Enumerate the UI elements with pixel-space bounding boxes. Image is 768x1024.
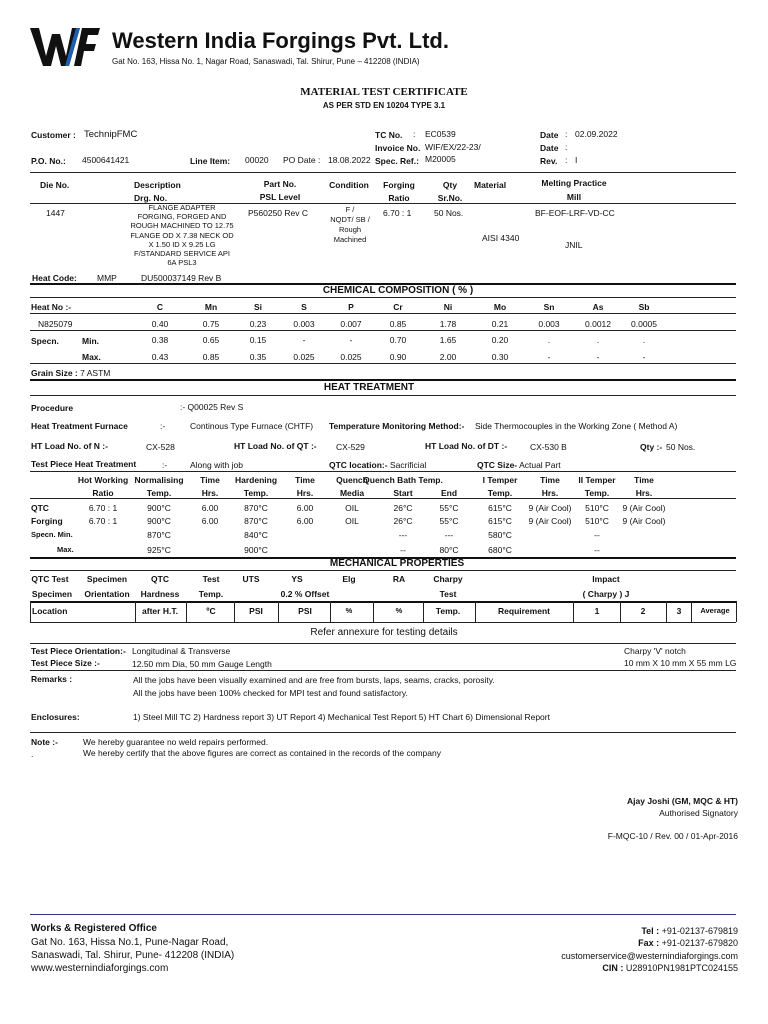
ht-cell-0-5: OIL — [345, 503, 359, 513]
ht-cell-1-0: 6.70 : 1 — [88, 516, 118, 526]
testpiece-value: Along with job — [190, 460, 243, 470]
ht-cell-2-8: 580°C — [488, 530, 512, 540]
po-label: P.O. No.: — [31, 156, 66, 166]
chem-actual-3: 0.003 — [293, 319, 315, 329]
drg-no: DU500037149 Rev B — [141, 273, 222, 283]
invoice-label: Invoice No. — [375, 143, 421, 153]
ht-cell-0-9: 9 (Air Cool) — [528, 503, 572, 513]
h-qty: Qty — [442, 180, 458, 190]
ht-qty-value: 50 Nos. — [666, 442, 696, 452]
note-label: Note :- — [31, 737, 58, 747]
enclosures-label: Enclosures: — [31, 712, 80, 722]
ht-cell-2-6: --- — [398, 530, 408, 540]
tempmon-label: Temperature Monitoring Method:- — [329, 421, 465, 431]
ht-cell-0-3: 870°C — [244, 503, 268, 513]
ht-cell-0-4: 6.00 — [296, 503, 314, 513]
ht-head2-2: Hrs. — [201, 488, 219, 498]
ht-cell-1-7: 55°C — [439, 516, 459, 526]
mech-h2-6: ( Charpy ) J — [582, 589, 630, 599]
company-logo — [30, 26, 100, 68]
die-no: 1447 — [46, 208, 65, 218]
fax: Fax : +91-02137-679820 — [638, 938, 738, 948]
ht-head1-10: II Temper — [578, 475, 616, 485]
ht-cell-1-5: OIL — [345, 516, 359, 526]
chem-min-5: 0.70 — [389, 335, 407, 345]
chem-min-8: . — [547, 335, 551, 345]
chem-element-10: Sb — [638, 302, 650, 312]
ht-head2-4: Hrs. — [296, 488, 314, 498]
email-link[interactable]: customerservice@westernindiaforgings.com — [561, 951, 738, 961]
ht-cell-0-1: 900°C — [147, 503, 171, 513]
chem-max-1: 0.85 — [202, 352, 220, 362]
ht-head1-11: Time — [634, 475, 654, 485]
h-mill: Mill — [566, 192, 582, 202]
chem-min-9: . — [596, 335, 600, 345]
ht-cell-1-3: 870°C — [244, 516, 268, 526]
mech-h3-6: % — [395, 606, 403, 615]
chem-heat-label: Heat No :- — [31, 302, 72, 312]
specn-label: Specn. — [31, 336, 59, 346]
po-value: 4500641421 — [82, 155, 130, 165]
chem-min-0: 0.38 — [151, 335, 169, 345]
size-label: Test Piece Size :- — [31, 658, 100, 668]
charpy-size: 10 mm X 10 mm X 55 mm LG — [624, 658, 737, 668]
mech-h1-2: QTC — [151, 574, 169, 584]
chem-min-4: - — [349, 335, 353, 345]
po-date-value: 18.08.2022 — [328, 155, 371, 165]
company-name: Western India Forgings Pvt. Ltd. — [112, 28, 449, 53]
date2-colon: : — [565, 142, 568, 152]
ht-head1-9: Time — [540, 475, 560, 485]
h-drg: Drg. No. — [134, 193, 168, 203]
ht-head1-8: I Temper — [482, 475, 518, 485]
date-label: Date — [540, 130, 559, 140]
chem-actual-1: 0.75 — [202, 319, 220, 329]
note-1: We hereby guarantee no weld repairs performed. — [83, 737, 269, 747]
chem-min-7: 0.20 — [491, 335, 509, 345]
ht-head1-3: Hardening — [234, 475, 278, 485]
ht-row-label-0: QTC — [31, 503, 49, 513]
h-ratio: Ratio — [388, 193, 410, 203]
date2-label: Date — [540, 143, 559, 153]
ht-head2-9: Hrs. — [541, 488, 559, 498]
mech-h3-0: Location — [32, 606, 68, 616]
orientation-label: Test Piece Orientation:- — [31, 646, 126, 656]
ht-cell-2-1: 870°C — [147, 530, 171, 540]
part-no: P560250 Rev C — [248, 208, 309, 218]
company-address: Gat No. 163, Hissa No. 1, Nagar Road, Sanaswadi, Tal. Shirur, Pune – 412208 (INDIA) — [112, 57, 420, 66]
ht-cell-2-3: 840°C — [244, 530, 268, 540]
ht-cell-0-2: 6.00 — [201, 503, 219, 513]
chem-actual-9: 0.0012 — [585, 319, 611, 329]
heat-code-value: MMP — [97, 273, 117, 283]
rev-value: I — [575, 155, 578, 165]
signatory-role: Authorised Signatory — [659, 808, 738, 818]
ht-cell-2-10: -- — [594, 530, 600, 540]
material: AISI 4340 — [482, 233, 520, 243]
spec-ref-label: Spec. Ref.: — [375, 156, 419, 166]
ht-cell-1-6: 26°C — [393, 516, 413, 526]
chem-max-8: - — [547, 352, 551, 362]
ht-cell-1-1: 900°C — [147, 516, 171, 526]
mech-h3-11: 3 — [676, 606, 682, 616]
remarks-label: Remarks : — [31, 674, 73, 684]
invoice-value: WIF/EX/22-23/ — [425, 142, 481, 152]
description: FLANGE ADAPTER FORGING, FORGED AND ROUGH MACHINED TO 12.75 FLANGE OD X 7.38 NECK OD X 1.50 ID X 9.25 LG F/STANDARD SERVICE API 6A PSL3 — [130, 203, 234, 268]
chem-max-6: 2.00 — [439, 352, 457, 362]
chem-element-1: Mn — [204, 302, 218, 312]
min-label: Min. — [82, 336, 99, 346]
forging-ratio: 6.70 : 1 — [383, 208, 412, 218]
max-label: Max. — [82, 352, 101, 362]
chem-min-6: 1.65 — [439, 335, 457, 345]
ht-cell-1-9: 9 (Air Cool) — [528, 516, 572, 526]
ht-cell-1-11: 9 (Air Cool) — [622, 516, 666, 526]
ht-cell-0-8: 615°C — [488, 503, 512, 513]
chem-actual-10: 0.0005 — [631, 319, 657, 329]
ht-cell-3-1: 925°C — [147, 545, 171, 555]
qty: 50 Nos. — [434, 208, 464, 218]
loadn-label: HT Load No. of N :- — [31, 441, 108, 451]
procedure-label: Procedure — [31, 403, 74, 413]
customer-value: TechnipFMC — [84, 129, 138, 140]
procedure-value: :- Q00025 Rev S — [180, 402, 244, 412]
remark-1: All the jobs have been visually examined and are free from bursts, laps, seams, cracks, porosity. — [133, 675, 495, 685]
ht-cell-3-3: 900°C — [244, 545, 268, 555]
mill: JNIL — [565, 240, 583, 250]
chem-actual-2: 0.23 — [249, 319, 267, 329]
loadn-value: CX-528 — [146, 442, 175, 452]
grain-size: Grain Size : 7 ASTM — [31, 368, 111, 378]
customer-label: Customer : — [31, 130, 76, 140]
chem-title: CHEMICAL COMPOSITION ( % ) — [322, 285, 474, 296]
ht-cell-2-7: --- — [444, 530, 454, 540]
footer-rule — [30, 914, 736, 915]
mech-h3-4: PSI — [298, 606, 312, 616]
doc-title: MATERIAL TEST CERTIFICATE — [300, 86, 468, 98]
mech-h1-9: Impact — [592, 574, 620, 584]
chem-max-2: 0.35 — [249, 352, 267, 362]
chem-actual-4: 0.007 — [340, 319, 362, 329]
chem-element-2: Si — [253, 302, 263, 312]
ht-cell-1-2: 6.00 — [201, 516, 219, 526]
mech-h3-12: Average — [700, 606, 730, 615]
furnace-value: Continous Type Furnace (CHTF) — [190, 421, 314, 431]
testpiece-label: Test Piece Heat Treatment — [31, 459, 137, 469]
note-dot: . — [31, 749, 34, 759]
ht-cell-0-10: 510°C — [585, 503, 609, 513]
ht-head2-8: Temp. — [487, 488, 513, 498]
condition: F / NQDT/ SB / Rough Machined — [330, 205, 370, 244]
h-part: Part No. — [263, 179, 297, 189]
mech-h3-2: ºC — [206, 606, 216, 616]
tc-no-label: TC No. — [375, 130, 403, 140]
testpiece-sep: :- — [162, 460, 168, 470]
chem-actual-7: 0.21 — [491, 319, 509, 329]
melting-practice: BF-EOF-LRF-VD-CC — [535, 208, 615, 218]
ht-head1-6: Quench Bath Temp. — [363, 475, 443, 485]
chem-min-2: 0.15 — [249, 335, 267, 345]
chem-element-5: Cr — [393, 302, 403, 312]
qtc-size: QTC Size- Actual Part — [477, 460, 561, 470]
ht-head2-3: Temp. — [243, 488, 269, 498]
tempmon-value: Side Thermocouples in the Working Zone ( Method A) — [475, 421, 678, 431]
ht-head2-0: Ratio — [92, 488, 114, 498]
heat-no: N825079 — [38, 319, 73, 329]
doc-subtitle: AS PER STD EN 10204 TYPE 3.1 — [322, 101, 446, 110]
ht-cell-3-8: 680°C — [488, 545, 512, 555]
mech-h2-0: Specimen — [31, 589, 73, 599]
mech-h3-7: Temp. — [435, 606, 461, 616]
ht-head2-6: Start — [393, 488, 413, 498]
office-line-1: Gat No. 163, Hissa No.1, Pune-Nagar Road, — [31, 937, 229, 948]
size-value: 12.50 mm Dia, 50 mm Gauge Length — [132, 659, 272, 669]
mech-h2-2: Hardness — [140, 589, 180, 599]
mech-h3-8: Requirement — [498, 606, 550, 616]
ht-head2-5: Media — [339, 488, 365, 498]
ht-head2-7: End — [440, 488, 458, 498]
ht-row-label-2: Specn. Min. — [31, 530, 73, 539]
ht-qty-label: Qty :- — [640, 442, 663, 452]
line-item-value: 00020 — [245, 155, 269, 165]
form-ref: F-MQC-10 / Rev. 00 / 01-Apr-2016 — [607, 831, 738, 841]
po-date-label: PO Date : — [283, 155, 321, 165]
signatory-name: Ajay Joshi (GM, MQC & HT) — [627, 796, 738, 806]
charpy-notch: Charpy 'V' notch — [624, 646, 686, 656]
date-colon: : — [565, 129, 568, 139]
mech-h1-3: Test — [202, 574, 220, 584]
annexure-note: Refer annexure for testing details — [310, 627, 458, 638]
chem-element-7: Mo — [493, 302, 507, 312]
ht-cell-1-8: 615°C — [488, 516, 512, 526]
mech-h1-1: Specimen — [86, 574, 128, 584]
h-psl: PSL Level — [259, 192, 301, 202]
mech-h1-4: UTS — [242, 574, 260, 584]
mech-h3-10: 2 — [640, 606, 646, 616]
mech-h2-4: 0.2 % Offset — [280, 589, 330, 599]
ht-head1-4: Time — [295, 475, 315, 485]
website-link[interactable]: www.westernindiaforgings.com — [31, 963, 169, 974]
mech-h3-3: PSI — [249, 606, 263, 616]
qtc-location: QTC location:- Sacrificial — [329, 460, 427, 470]
tc-no-value: EC0539 — [425, 129, 456, 139]
chem-min-3: - — [302, 335, 306, 345]
chem-actual-8: 0.003 — [538, 319, 560, 329]
mech-h3-5: % — [345, 606, 353, 615]
office-line-2: Sanaswadi, Tal. Shirur, Pune- 412208 (INDIA) — [31, 950, 235, 961]
furnace-sep: :- — [160, 421, 166, 431]
chem-element-9: As — [592, 302, 604, 312]
enclosures-value: 1) Steel Mill TC 2) Hardness report 3) UT Report 4) Mechanical Test Report 5) HT Chart 6) Dimensional Report — [133, 712, 550, 722]
mech-h1-6: Elg — [342, 574, 356, 584]
heat-code-label: Heat Code: — [32, 273, 77, 283]
h-srno: Sr.No. — [437, 193, 463, 203]
note-2: We hereby certify that the above figures are correct as contained in the records of the company — [83, 748, 441, 758]
chem-element-4: P — [348, 302, 354, 312]
ht-cell-1-4: 6.00 — [296, 516, 314, 526]
remark-2: All the jobs have been 100% checked for MPI test and found satisfactory. — [133, 688, 408, 698]
chem-element-3: S — [301, 302, 307, 312]
ht-row-label-1: Forging — [31, 516, 63, 526]
h-forging: Forging — [383, 180, 415, 190]
chem-max-4: 0.025 — [340, 352, 362, 362]
h-melting: Melting Practice — [541, 178, 607, 188]
spec-ref-value: M20005 — [425, 154, 456, 164]
ht-head1-2: Time — [200, 475, 220, 485]
mech-h1-5: YS — [291, 574, 303, 584]
h-material: Material — [474, 180, 507, 190]
cin: CIN : U28910PN1981PTC024155 — [602, 963, 738, 973]
ht-head1-1: Normalising — [134, 475, 184, 485]
chem-max-9: - — [596, 352, 600, 362]
heat-title: HEAT TREATMENT — [323, 382, 415, 393]
chem-max-7: 0.30 — [491, 352, 509, 362]
mech-h1-7: RA — [392, 574, 406, 584]
chem-actual-0: 0.40 — [151, 319, 169, 329]
rev-colon: : — [565, 155, 568, 165]
chem-actual-5: 0.85 — [389, 319, 407, 329]
line-item-label: Line Item: — [190, 156, 231, 166]
date-value: 02.09.2022 — [575, 129, 618, 139]
ht-head2-1: Temp. — [146, 488, 172, 498]
mech-h1-0: QTC Test — [31, 574, 69, 584]
mech-h1-8: Charpy — [433, 574, 463, 584]
ht-row-label-3: Max. — [57, 545, 74, 554]
ht-head1-5: Quench — [336, 475, 368, 485]
mech-title: MECHANICAL PROPERTIES — [329, 558, 465, 569]
h-condition: Condition — [329, 180, 369, 190]
ht-head1-0: Hot Working — [77, 475, 129, 485]
loaddt-label: HT Load No. of DT :- — [425, 441, 508, 451]
chem-max-10: - — [642, 352, 646, 362]
chem-actual-6: 1.78 — [439, 319, 457, 329]
office-title: Works & Registered Office — [31, 923, 157, 934]
loadqt-value: CX-529 — [336, 442, 365, 452]
orientation-value: Longitudinal & Transverse — [132, 646, 231, 656]
furnace-label: Heat Treatment Furnace — [31, 421, 128, 431]
ht-cell-0-6: 26°C — [393, 503, 413, 513]
loadqt-label: HT Load No. of QT :- — [234, 441, 317, 451]
tc-no-colon: : — [413, 129, 416, 139]
ht-head2-11: Hrs. — [635, 488, 653, 498]
tel: Tel : +91-02137-679819 — [641, 926, 738, 936]
ht-head2-10: Temp. — [584, 488, 610, 498]
chem-element-0: C — [156, 302, 164, 312]
mech-h2-5: Test — [439, 589, 457, 599]
chem-max-3: 0.025 — [293, 352, 315, 362]
ht-cell-3-7: 80°C — [439, 545, 459, 555]
ht-cell-3-10: -- — [594, 545, 600, 555]
ht-cell-3-6: -- — [400, 545, 406, 555]
h-die: Die No. — [40, 180, 70, 190]
chem-element-8: Sn — [543, 302, 555, 312]
chem-max-0: 0.43 — [151, 352, 169, 362]
ht-cell-0-0: 6.70 : 1 — [88, 503, 118, 513]
rev-label: Rev. — [540, 156, 558, 166]
loaddt-value: CX-530 B — [530, 442, 567, 452]
chem-element-6: Ni — [443, 302, 453, 312]
mech-h3-1: after H.T. — [142, 606, 178, 616]
ht-cell-1-10: 510°C — [585, 516, 609, 526]
h-desc: Description — [134, 180, 181, 190]
chem-min-1: 0.65 — [202, 335, 220, 345]
chem-min-10: . — [642, 335, 646, 345]
mech-h2-1: Orientation — [84, 589, 130, 599]
mech-h2-3: Temp. — [198, 589, 224, 599]
chem-max-5: 0.90 — [389, 352, 407, 362]
ht-cell-0-7: 55°C — [439, 503, 459, 513]
ht-cell-0-11: 9 (Air Cool) — [622, 503, 666, 513]
mech-h3-9: 1 — [594, 606, 600, 616]
